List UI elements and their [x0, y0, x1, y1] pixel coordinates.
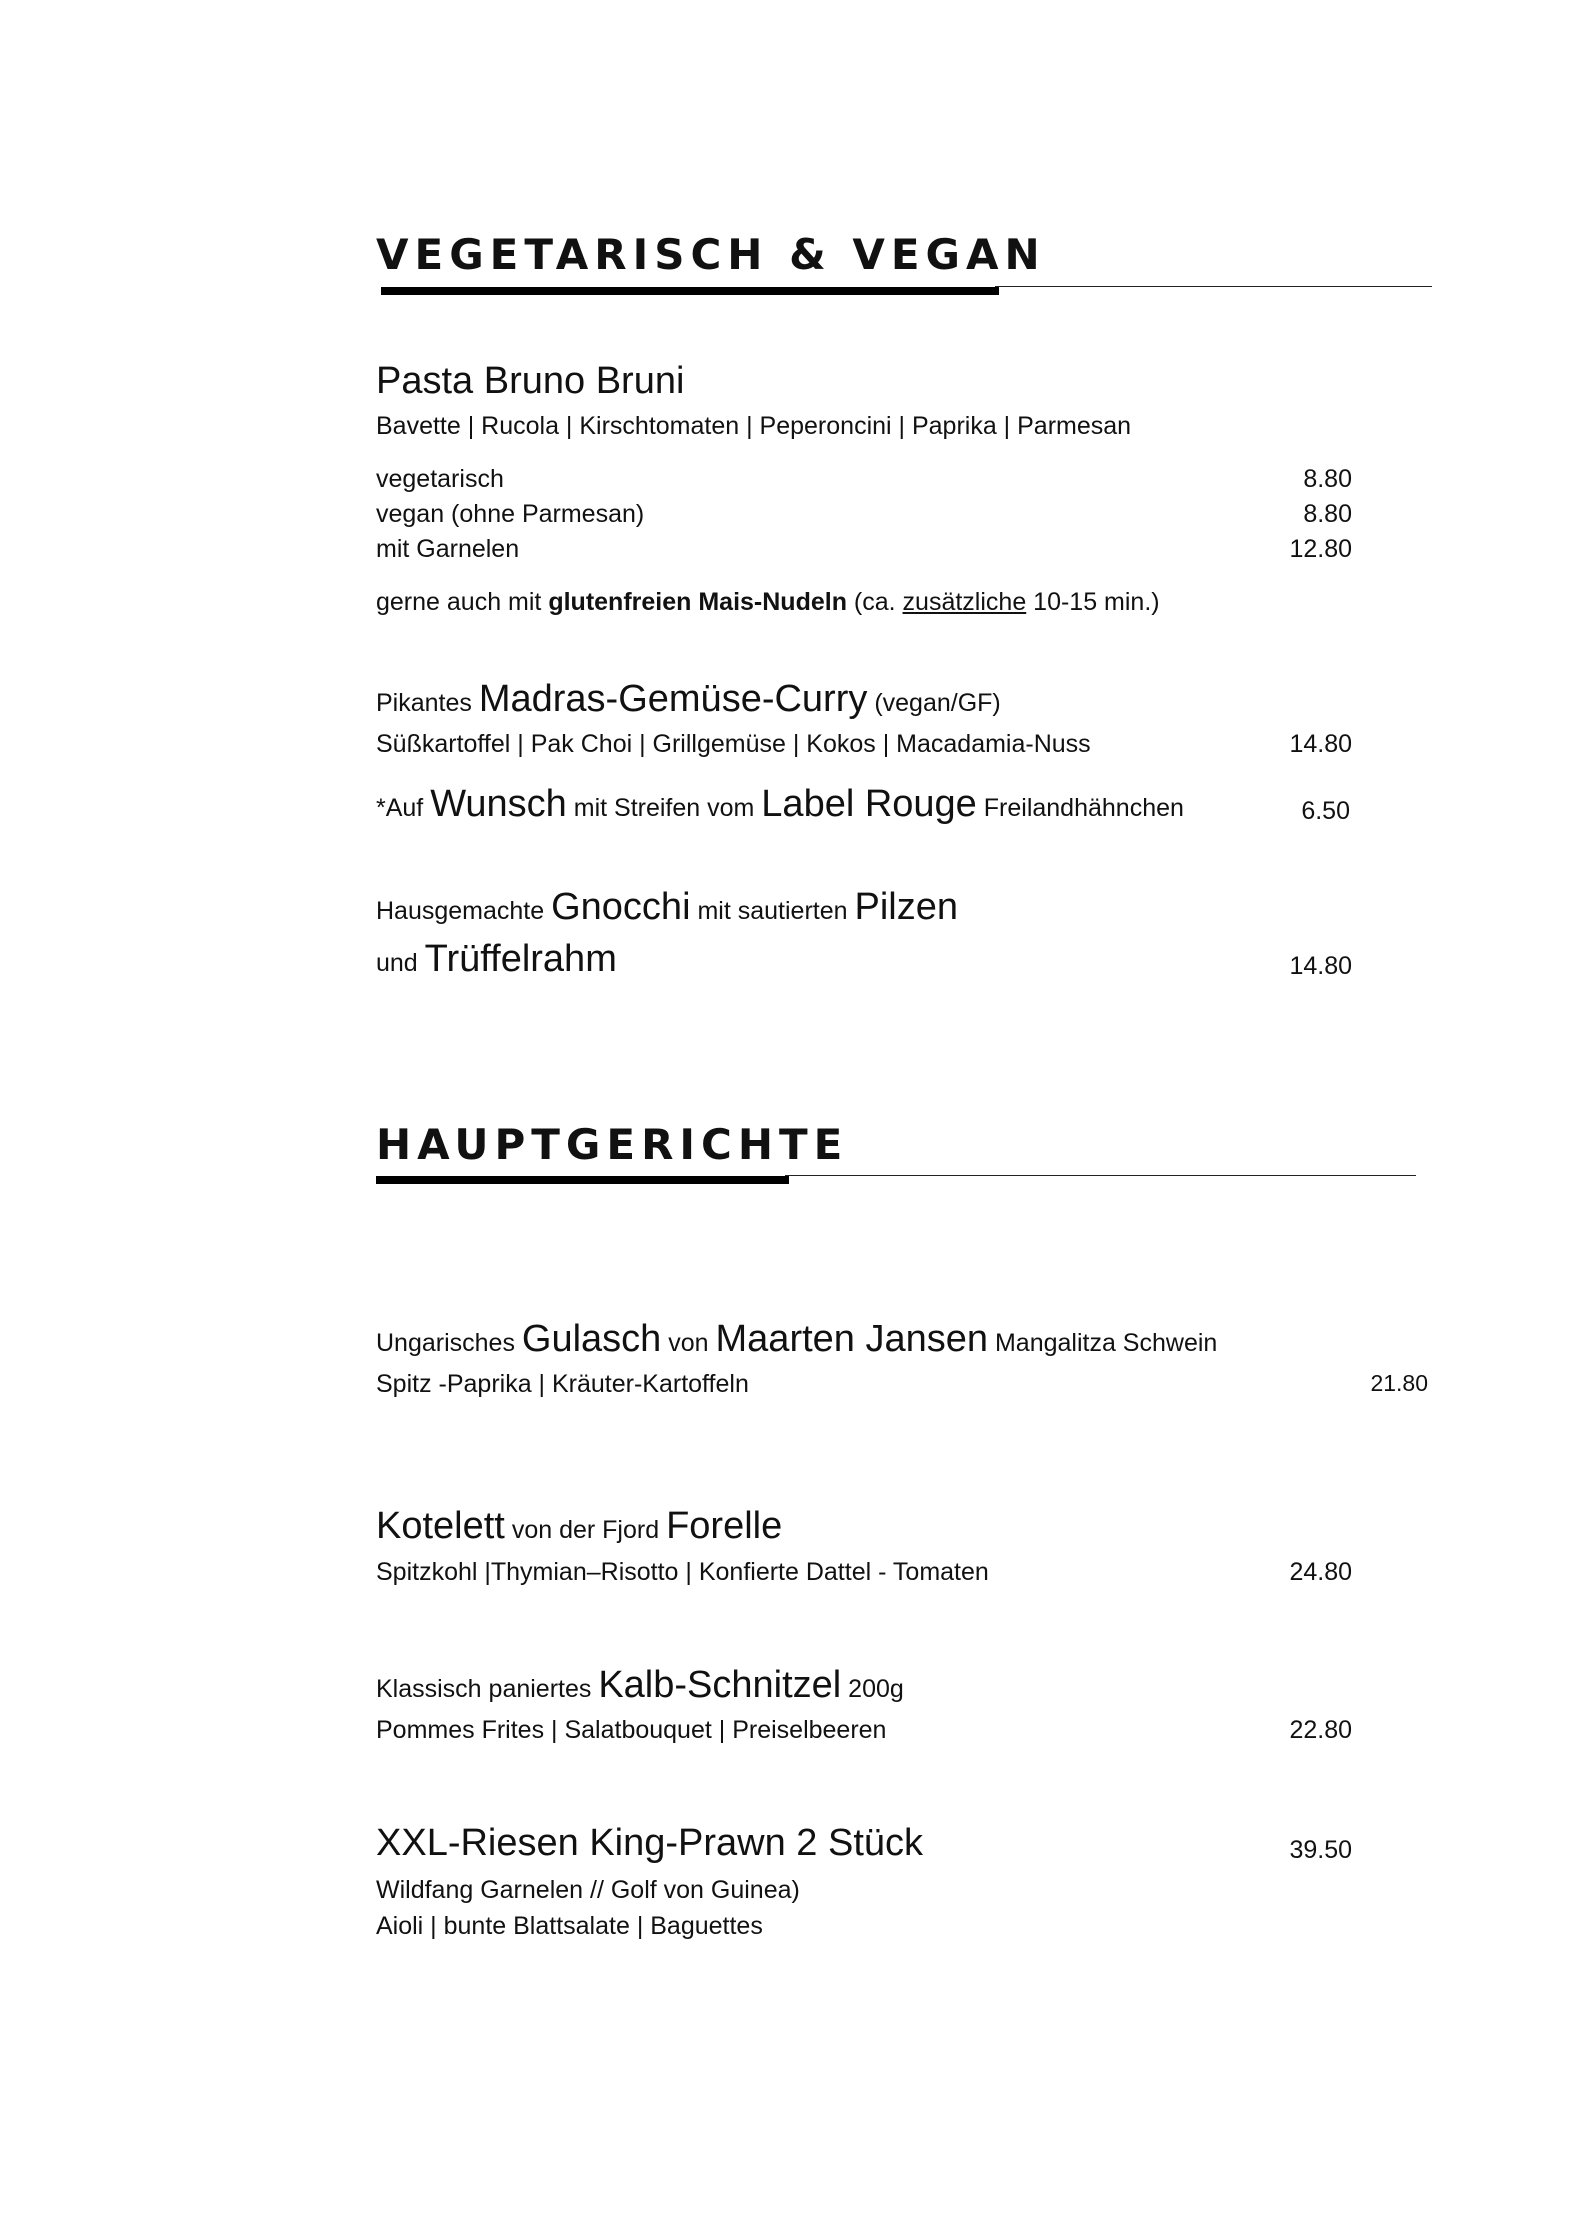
- option-price-vegetarisch: 8.80: [1303, 465, 1352, 493]
- addon-price: 6.50: [1301, 797, 1350, 825]
- section-title-vegetarisch: VEGETARISCH & VEGAN: [376, 230, 1046, 279]
- dish-price-prawn: 39.50: [1289, 1836, 1352, 1864]
- dish-price-forelle: 24.80: [1289, 1558, 1352, 1586]
- heading-underline-thick: [376, 1176, 789, 1184]
- dish-desc-schnitzel: Pommes Frites | Salatbouquet | Preiselbeeren: [376, 1716, 887, 1744]
- option-label-vegetarisch: vegetarisch: [376, 465, 504, 493]
- option-label-garnelen: mit Garnelen: [376, 535, 520, 563]
- dish-price-curry: 14.80: [1289, 730, 1352, 758]
- dish-desc-prawn-line2: Aioli | bunte Blattsalate | Baguettes: [376, 1912, 763, 1940]
- dish-title-curry: Pikantes Madras-Gemüse-Curry (vegan/GF): [376, 678, 1001, 720]
- dish-title-forelle: Kotelett von der Fjord Forelle: [376, 1505, 783, 1547]
- dish-title-gulasch: Ungarisches Gulasch von Maarten Jansen Mangalitza Schwein: [376, 1318, 1218, 1360]
- dish-desc-gulasch: Spitz -Paprika | Kräuter-Kartoffeln: [376, 1370, 749, 1398]
- dish-price-schnitzel: 22.80: [1289, 1716, 1352, 1744]
- dish-price-gulasch: 21.80: [1370, 1370, 1428, 1396]
- dish-desc-pasta: Bavette | Rucola | Kirschtomaten | Peperoncini | Paprika | Parmesan: [376, 412, 1132, 440]
- heading-underline-thin: [995, 286, 1432, 287]
- section-title-hauptgerichte: HAUPTGERICHTE: [376, 1120, 849, 1169]
- dish-price-gnocchi: 14.80: [1289, 952, 1352, 980]
- dish-desc-curry: Süßkartoffel | Pak Choi | Grillgemüse | Kokos | Macadamia-Nuss: [376, 730, 1091, 758]
- heading-underline-thin: [785, 1175, 1416, 1176]
- dish-title-gnocchi-line2: und Trüffelrahm: [376, 938, 617, 980]
- heading-underline-thick: [381, 287, 999, 295]
- option-label-vegan: vegan (ohne Parmesan): [376, 500, 645, 528]
- dish-name-prawn: XXL-Riesen King-Prawn 2 Stück: [376, 1822, 924, 1864]
- dish-desc-forelle: Spitzkohl |Thymian–Risotto | Konfierte Dattel - Tomaten: [376, 1558, 989, 1586]
- option-price-garnelen: 12.80: [1289, 535, 1352, 563]
- option-price-vegan: 8.80: [1303, 500, 1352, 528]
- pasta-gluten-note: gerne auch mit glutenfreien Mais-Nudeln (ca. zusätzliche 10-15 min.): [376, 588, 1160, 616]
- dish-title-schnitzel: Klassisch paniertes Kalb-Schnitzel 200g: [376, 1664, 904, 1706]
- addon-chicken: *Auf Wunsch mit Streifen vom Label Rouge Freilandhähnchen: [376, 783, 1184, 825]
- dish-title-gnocchi-line1: Hausgemachte Gnocchi mit sautierten Pilzen: [376, 886, 958, 928]
- dish-name-pasta: Pasta Bruno Bruni: [376, 360, 685, 402]
- dish-desc-prawn-line1: Wildfang Garnelen // Golf von Guinea): [376, 1876, 800, 1904]
